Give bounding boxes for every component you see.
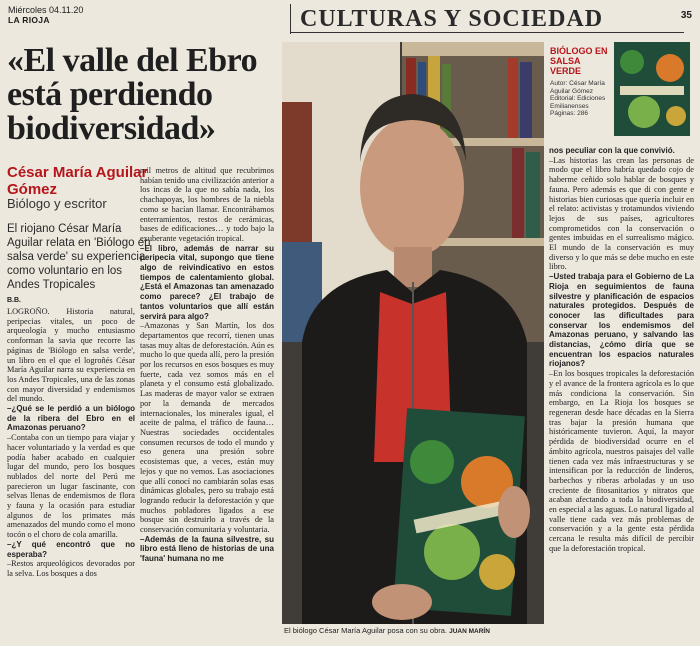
photo-credit: JUAN MARÍN	[449, 628, 490, 635]
section-divider	[290, 32, 684, 33]
masthead-date	[8, 5, 83, 25]
question-4-cont: nos peculiar con la que convivió.	[549, 146, 675, 155]
body-column-1	[7, 307, 135, 643]
question-5: –Usted trabaja para el Gobierno de La Rioja en seguimientos de fauna silvestre y planificación de espacios naturales protegidos. Después de conocer las dificultades para conservar los endemismos del Amazonas peruano, y salvando las distancias, ¿cómo diría que se encuentran los espacios naturales riojanos?	[549, 272, 694, 369]
book-meta	[550, 80, 610, 118]
section-title: CULTURAS Y SOCIEDAD	[300, 6, 604, 32]
body-column-2	[140, 166, 274, 640]
answer-5: –En los bosques tropicales la deforestación y el avance de la frontera agrícola es lo que más condiciona la conservación. Sin embargo, en La Rioja los bosques se regeneran desde hace décadas en la Sierra tras bajar la presión humana que históricamente tuvieron. Aquí, la mayor pérdida de biodiversidad ocurre en el ámbito agrícola, nuestros paisajes del valle tienen cada vez más infraestructuras y se intensifican por la reducción de linderos, barbechos y riberas arboladas y un uso creciente de fitosanitarios y nitratos que acaban afectando a toda la biodiversidad, en especial a las aguas. Lo natural ligado al valle tiene cada vez más problemas de conservación y a la gente esta pérdida cercana le resulta más difícil de percibir que la deforestación tropical.	[549, 369, 694, 553]
answer-2-cont: mil metros de altitud que recubrimos habían tenido una civilización anterior a los incas de la que no sabía nada, los chachapoyas, los hombres de la niebla como se hacían llamar. Encontrábamos enterramientos, restos de cerámicas, bases de edificaciones… y todo bajo la exuberante vegetación tropical.	[140, 166, 274, 243]
subject-name: César María Aguilar Gómez	[7, 164, 148, 198]
answer-1: –Contaba con un tiempo para viajar y hacer voluntariado y la verdad es que podía haber acabado en cualquier lugar del mundo, pero los bosques nublados del norte del Perú me parecieron un lugar fascinante, con selvas llenas de endemismos de flora y fauna y la ocasión para estudiar algunos de los primates más amenazados del mundo como el mono tocón o el choro de cola amarilla.	[7, 433, 135, 540]
newspaper-name: LA RIOJA	[8, 15, 50, 25]
book-info-box	[550, 42, 696, 142]
body-column-3	[549, 146, 694, 640]
book-cover-image	[614, 42, 690, 136]
page-number: 35	[680, 10, 692, 21]
portrait-photo	[282, 42, 544, 624]
book-cover-illustration	[614, 42, 690, 136]
answer-3: –Amazonas y San Martín, los dos departamentos que recorrí, tienen unas tasas muy altas de deforestación. Aún es mucho lo que queda allí, pero la presión por los recursos en esos bosques es muy fuerte, cada vez somos más en el planeta y el consumo está globalizado. Las maderas de mayor valor se extraen por la demanda de mercados internacionales, los minerales igual, el aceite de palma, el tráfico de fauna… Nuestras sociedades occidentales consumen recursos de todo el mundo y eso genera una presión sobre ecosistemas que, a veces, están muy lejos y que no vemos. Las asociaciones que allí conocí no cambiarán solas esas dinámicas globales, pero su trabajo está logrando reducir la deforestación y que muchos pobladores ligados a ese bosque sin destruirlo a través de la conservación comunitaria y voluntaria.	[140, 321, 274, 535]
book-publisher: Editorial: Ediciones Emilianenses	[550, 95, 606, 110]
intro-text: LOGROÑO. Historia natural, peripecias vitales, un poco de arqueología y mucho entusiasmo conforman la savia que recorre las páginas de 'Biólogo en salsa verde', un libro en el que el logroñés César María Aguilar narra su experiencia en los Andes Tropicales, una de las zonas con mayor diversidad y endemismos del mundo.	[7, 307, 135, 404]
photo-illustration	[282, 42, 544, 624]
caption-text: El biólogo César María Aguilar posa con su obra.	[284, 626, 448, 635]
subject-role: Biólogo y escritor	[7, 196, 107, 211]
book-pages: Páginas: 286	[550, 110, 588, 118]
lead-paragraph: El riojano César María Aguilar relata en 'Biólogo en salsa verde' su experiencia como voluntario en los Andes Tropicales	[7, 223, 151, 291]
headline: «El valle del Ebro está perdiendo biodiversidad»	[7, 42, 258, 147]
section-divider-vertical	[290, 4, 291, 34]
answer-2: –Restos arqueológicos devorados por la selva. Los bosques a dos	[7, 559, 135, 578]
byline: B.B.	[7, 297, 21, 304]
question-3: –El libro, además de narrar su peripecia vital, supongo que tiene algo de reivindicativo en estos tiempos de calentamiento global. ¿Está el Amazonas tan amenazado como parece? ¿El trabajo de tantos voluntarios que allí están servirá para algo?	[140, 243, 274, 321]
book-author: Autor: César María Aguilar Gómez	[550, 80, 605, 95]
answer-4: –Las historias las crean las personas de modo que el libro habría quedado cojo de haberme ceñido solo hablar de bosques y fauna. Pero además es que di con gente e historias bien curiosas que quería incluir en el relato: activistas y trotamundos viviendo lejos de sus países, agricultores comprometidos con la conservación o gentes imbuidas en el surrealismo mágico. El mundo de la conservación es muy diverso y lo que más se debe mucho en este libro.	[549, 155, 694, 272]
question-1: –¿Qué se le perdió a un biólogo de la ribera del Ebro en el Amazonas peruano?	[7, 404, 135, 433]
book-title: BIÓLOGO EN SALSA VERDE	[550, 46, 608, 76]
question-4: –Además de la fauna silvestre, su libro está lleno de historias de una 'fauna' humana no me	[140, 534, 274, 564]
photo-caption	[284, 626, 490, 635]
issue-date: Miércoles 04.11.20	[8, 5, 84, 15]
question-2: –¿Y qué encontró que no esperaba?	[7, 539, 135, 559]
